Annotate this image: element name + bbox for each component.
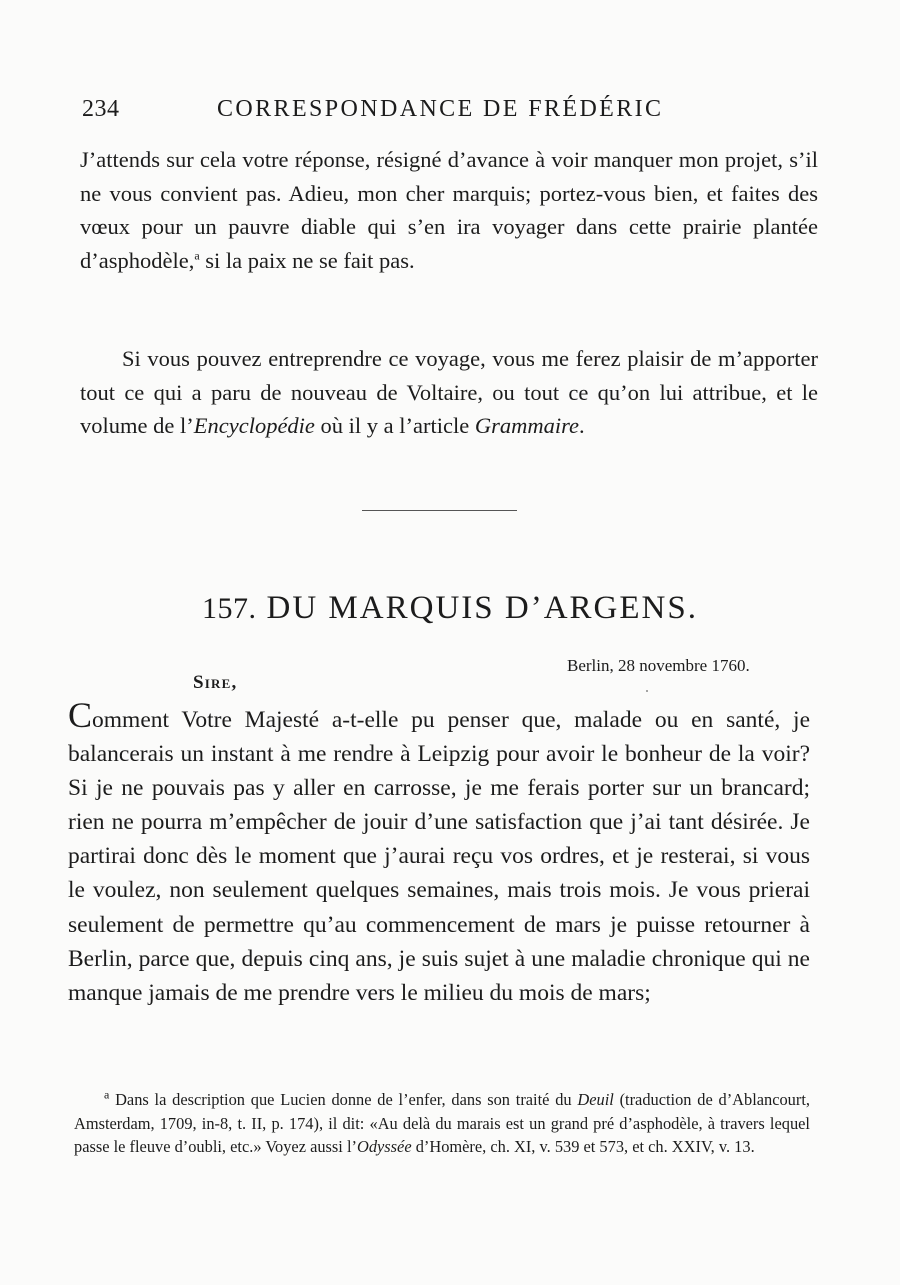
continuation-paragraph-1: [80, 143, 818, 277]
paragraph-text: où il y a l’article: [314, 413, 475, 439]
running-head: [82, 96, 822, 130]
italic-title-encyclopedie: Encyclopédie: [193, 413, 315, 439]
footnote-marker: a: [194, 248, 200, 263]
footnote-text: d’Homère, ch. XI, v. 539 et 573, et ch. XXIV, v. 13.: [411, 1137, 755, 1156]
paragraph-text: si la paix ne se fait pas.: [199, 247, 415, 273]
letter-dateline: Berlin, 28 novembre 1760.: [567, 656, 750, 675]
letter-heading: [0, 590, 900, 627]
letter-body-text: omment Votre Majesté a-t-elle pu penser que, malade ou en santé, je balancerais un instant à me rendre à Leipzig pour avoir le bonheur de la voir? Si je ne pouvais pas y aller en carrosse, je me ferais porter sur un brancard; rien ne pourra m’empêcher de jouir d’une satisfaction que j’ai tant désirée. Je partirai donc dès le moment que j’aurai reçu vos ordres, et je resterai, si vous le voulez, non seulement quelques semaines, mais trois mois. Je vous prierai seulement de permettre qu’au commencement de mars je puisse retourner à Berlin, parce que, depuis cinq ans, je suis sujet à une maladie chronique qui ne manque jamais de me prendre vers le milieu du mois de mars;: [68, 707, 810, 1006]
italic-title-deuil: Deuil: [577, 1090, 614, 1109]
footnote-text: Dans la description que Lucien donne de l’enfer, dans son traité du: [109, 1090, 578, 1109]
paragraph-text: J’attends sur cela votre réponse, résigné d’avance à voir manquer mon projet, s’il ne vous convient pas. Adieu, mon cher marquis; portez-vous bien, et faites des vœux pour un pauvre diable qui s’en ira voyager dans cette prairie plantée d’asphodèle,: [80, 147, 818, 273]
section-divider: [362, 510, 517, 511]
drop-cap: C: [68, 695, 93, 735]
footnote: [74, 1088, 810, 1159]
italic-title-odyssee: Odyssée: [356, 1137, 412, 1156]
letter-number: 157.: [202, 592, 257, 625]
footnote-marker: a: [104, 1087, 110, 1102]
italic-term-grammaire: Grammaire: [474, 413, 580, 439]
running-title: CORRESPONDANCE DE FRÉDÉRIC: [217, 96, 664, 122]
print-speck: [646, 690, 648, 692]
footnote-text: (traduction de d’Ablancourt, Amsterdam, 1709, in-8, t. II, p. 174), il dit: «Au delà du marais est un grand pré d’asphodèle, à travers lequel passe le fleuve d’oubli, etc.» Voyez aussi l’: [74, 1090, 810, 1156]
page-number: 234: [82, 96, 120, 122]
continuation-paragraph-2: [80, 342, 818, 443]
letter-title: DU MARQUIS D’ARGENS.: [266, 590, 698, 626]
letter-salutation: Sire,: [193, 672, 238, 693]
letter-body: [68, 695, 810, 1010]
paragraph-text: Si vous pouvez entreprendre ce voyage, vous me ferez plaisir de m’apporter tout ce qui a paru de nouveau de Voltaire, ou tout ce qu’on lui attribue, et le volume de l’: [80, 346, 818, 439]
paragraph-text: .: [579, 413, 585, 439]
